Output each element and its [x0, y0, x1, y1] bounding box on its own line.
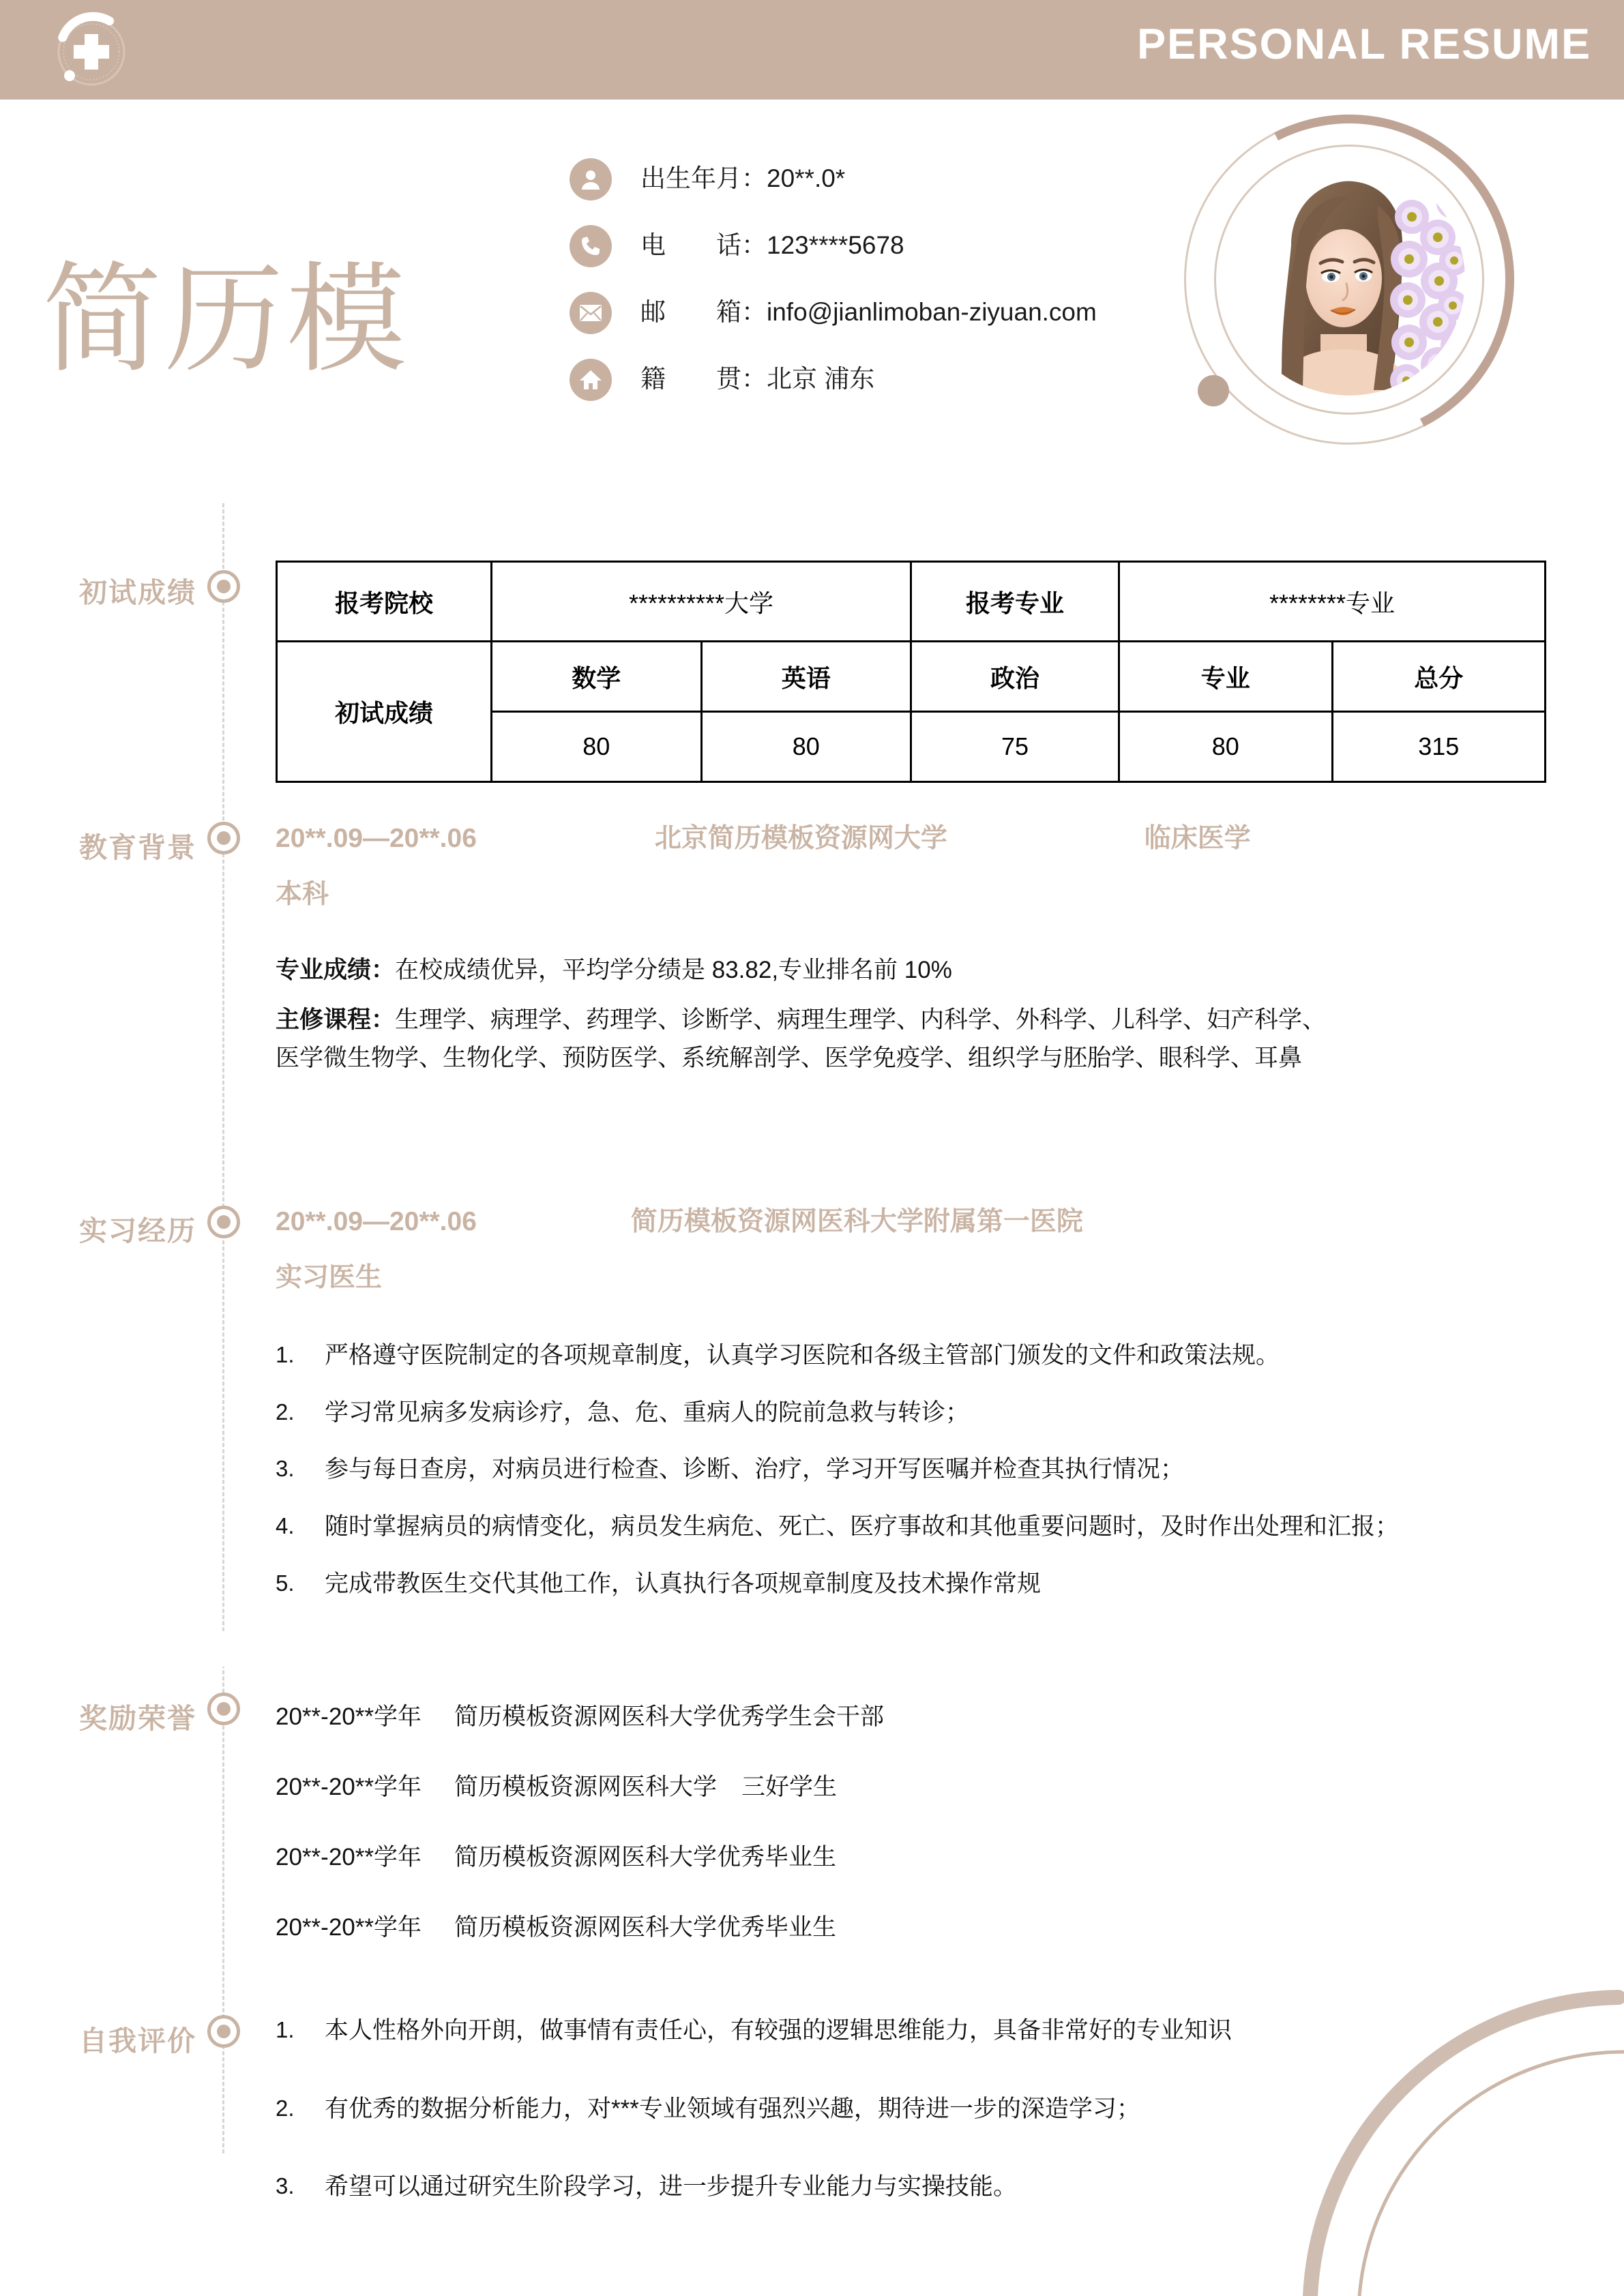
- education-courses-text1: 生理学、病理学、药理学、诊断学、病理生理学、内科学、外科学、儿科学、妇产科学、: [395, 1006, 1327, 1033]
- photo-accent-dot: [1198, 375, 1229, 406]
- section-label-awards: 奖励荣誉: [79, 1703, 196, 1734]
- list-item: [276, 1565, 1524, 1604]
- phone-icon: [570, 225, 612, 267]
- education-school: 北京简历模板资源网大学: [654, 824, 947, 853]
- contact-info: [570, 157, 1129, 424]
- cell-score-total: 315: [1332, 712, 1546, 782]
- contact-row-email: [570, 290, 1129, 342]
- section-label-selfeval: 自我评价: [79, 2025, 196, 2057]
- list-item-index: 4.: [276, 1513, 295, 1539]
- award-name: 优秀毕业生: [717, 1914, 837, 1941]
- award-name: 优秀学生会干部: [717, 1703, 885, 1730]
- cell-major-label: 报考专业: [911, 562, 1119, 642]
- education-grade-label: 专业成绩：: [276, 957, 396, 983]
- education-courses-label: 主修课程：: [276, 1006, 396, 1033]
- content-clip-mask: [0, 1631, 1624, 1667]
- list-item-text: 严格遵守医院制定的各项规章制度，认真学习医院和各级主管部门颁发的文件和政策法规。: [325, 1342, 1280, 1369]
- list-item: [276, 1508, 1524, 1547]
- list-item-index: 1.: [276, 2017, 295, 2042]
- header-bar: [0, 0, 1624, 100]
- list-item: [276, 1337, 1524, 1375]
- list-item-text: 有优秀的数据分析能力，对***专业领域有强烈兴趣，期待进一步的深造学习；: [325, 2095, 1140, 2122]
- list-item-text: 完成带教医生交代其他工作，认真执行各项规章制度及技术操作常规: [325, 1570, 1042, 1597]
- education-major: 临床医学: [1144, 824, 1251, 853]
- person-icon: [570, 158, 612, 200]
- contact-row-phone: [570, 224, 1129, 275]
- section-label-education: 教育背景: [79, 832, 196, 863]
- cell-school-label: 报考院校: [277, 562, 492, 642]
- education-degree: 本科: [276, 880, 329, 910]
- contact-text-hometown: 籍 贯：北京 浦东: [640, 365, 875, 393]
- list-item-index: 2.: [276, 2095, 295, 2121]
- list-item: [276, 1768, 1435, 1806]
- list-item-text: 随时掌握病员的病情变化，病员发生病危、死亡、医疗事故和其他重要问题时，及时作出处理和汇报；: [325, 1513, 1400, 1540]
- list-item-index: 1.: [276, 1342, 295, 1367]
- internship-entry: [276, 1202, 1496, 1299]
- section-label-internship: 实习经历: [79, 1215, 196, 1247]
- cell-score-label: 初试成绩: [277, 642, 492, 782]
- list-item: [276, 2012, 1524, 2051]
- cell-score-major: 80: [1119, 712, 1333, 782]
- internship-duty-list: [276, 1337, 1524, 1622]
- contact-text-email: 邮 箱：info@jianlimoban-ziyuan.com: [640, 298, 1097, 326]
- education-courses-line1: [276, 1001, 1517, 1040]
- section-label-exam: 初试成绩: [79, 577, 196, 608]
- section-marker-selfeval: [207, 2015, 240, 2048]
- exam-score-table: [276, 561, 1546, 783]
- page-title: PERSONAL RESUME: [1137, 20, 1591, 68]
- list-item-text: 希望可以通过研究生阶段学习，进一步提升专业能力与实操技能。: [325, 2173, 1018, 2201]
- education-grade-line: [276, 951, 1517, 990]
- contact-row-hometown: [570, 357, 1129, 409]
- internship-head: [276, 1202, 1496, 1242]
- award-name: 优秀毕业生: [717, 1844, 837, 1870]
- cell-subject-total: 总分: [1332, 642, 1546, 712]
- cell-subject-politics: 政治: [911, 642, 1119, 712]
- education-courses-line2: [276, 1039, 1517, 1078]
- internship-org: 简历模板资源网医科大学附属第一医院: [630, 1207, 1083, 1236]
- list-item: [276, 1698, 1435, 1736]
- education-courses-text2: 医学微生物学、生物化学、预防医学、系统解剖学、医学免疫学、组织学与胚胎学、眼科学、耳鼻: [276, 1045, 1303, 1072]
- list-item-index: 3.: [276, 2173, 295, 2199]
- award-org: 简历模板资源网医科大学: [454, 1914, 718, 1941]
- contact-row-birth: [570, 157, 1129, 209]
- candidate-name-block: [42, 254, 547, 387]
- list-item-index: 3.: [276, 1456, 295, 1482]
- internship-role: 实习医生: [276, 1263, 383, 1293]
- education-grade-text: 在校成绩优异，平均学分绩是 83.82,专业排名前 10%: [395, 957, 952, 983]
- list-item: [276, 2090, 1524, 2129]
- avatar: [1172, 102, 1526, 457]
- list-item: [276, 1450, 1524, 1489]
- cell-school-value: **********大学: [492, 562, 911, 642]
- education-date: 20**.09—20**.06: [276, 824, 477, 853]
- mail-icon: [570, 292, 612, 334]
- section-marker-education: [207, 822, 240, 854]
- section-marker-internship: [207, 1206, 240, 1238]
- award-org: 简历模板资源网医科大学: [454, 1844, 718, 1870]
- table-row: [277, 642, 1546, 712]
- cell-subject-english: 英语: [701, 642, 911, 712]
- contact-text-phone: 电 话：123****5678: [640, 231, 904, 259]
- list-item-text: 参与每日查房，对病员进行检查、诊断、治疗，学习开写医嘱并检查其执行情况；: [325, 1456, 1185, 1483]
- selfeval-list: [276, 2012, 1524, 2225]
- award-name: 三好学生: [741, 1774, 838, 1800]
- timeline-dashed-line: [222, 503, 224, 2153]
- medical-cross-icon: [49, 10, 131, 91]
- award-year: 20**-20**学年: [276, 1844, 422, 1870]
- home-icon: [570, 359, 612, 401]
- award-year: 20**-20**学年: [276, 1703, 422, 1730]
- cell-score-math: 80: [492, 712, 702, 782]
- award-org: 简历模板资源网医科大学: [454, 1703, 718, 1730]
- section-marker-exam: [207, 570, 240, 603]
- list-item: [276, 1838, 1435, 1877]
- cell-subject-major: 专业: [1119, 642, 1333, 712]
- cell-score-politics: 75: [911, 712, 1119, 782]
- awards-list: [276, 1698, 1435, 1979]
- contact-text-birth: 出生年月：20**.0*: [640, 164, 846, 192]
- list-item: [276, 1909, 1435, 1947]
- list-item-text: 本人性格外向开朗，做事情有责任心，有较强的逻辑思维能力，具备非常好的专业知识: [325, 2017, 1232, 2044]
- list-item: [276, 1394, 1524, 1433]
- education-entry: [276, 818, 1496, 916]
- cell-score-english: 80: [701, 712, 911, 782]
- education-head: [276, 818, 1496, 859]
- education-details: [276, 951, 1517, 1078]
- list-item-index: 5.: [276, 1570, 295, 1596]
- list-item-index: 2.: [276, 1399, 295, 1425]
- award-year: 20**-20**学年: [276, 1914, 422, 1941]
- candidate-name: 简历模: [42, 254, 409, 387]
- award-org: 简历模板资源网医科大学: [454, 1774, 718, 1800]
- list-item-text: 学习常见病多发病诊疗，急、危、重病人的院前急救与转诊；: [325, 1399, 970, 1426]
- photo-image: [1233, 164, 1465, 396]
- table-row: [277, 562, 1546, 642]
- internship-date: 20**.09—20**.06: [276, 1207, 477, 1236]
- award-year: 20**-20**学年: [276, 1774, 422, 1800]
- list-item: [276, 2168, 1524, 2207]
- cell-subject-math: 数学: [492, 642, 702, 712]
- section-marker-awards: [207, 1693, 240, 1725]
- cell-major-value: ********专业: [1119, 562, 1546, 642]
